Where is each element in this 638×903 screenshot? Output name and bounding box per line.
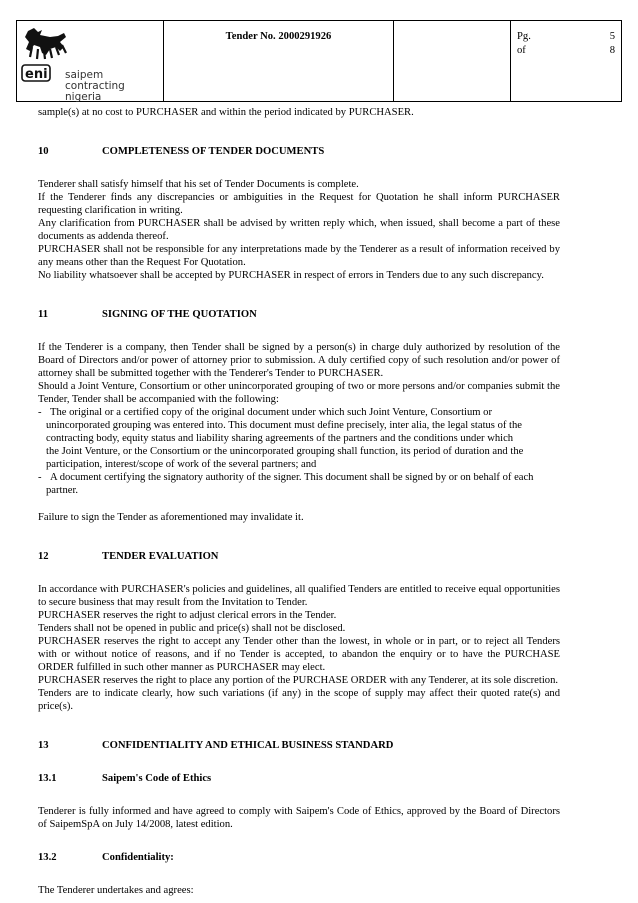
paragraph: No liability whatsoever shall be accepted by PURCHASER in respect of errors in Tenders due to any such discrepancy. [38,270,544,281]
company-name-line1: saipem contracting [65,69,125,92]
list-line: A document certifying the signatory authority of the signer. This document shall be signed by or on behalf of each [50,472,534,483]
page-label: Pg. [517,31,531,42]
intro-text: sample(s) at no cost to PURCHASER and within the period indicated by PURCHASER. [38,107,414,118]
paragraph: PURCHASER reserves the right to accept any Tender other than the lowest, in whole or in part, or to reject all Tenders with or without notice of reasons, and if no Tender is accepted, to abandon the enquiry or to have the PURCHASE ORDER fulfilled in such other manner as PURCHASER may elect. [38,636,560,673]
section-11-heading [38,308,560,321]
svg-text:eni: eni [25,67,48,82]
section-number: 11 [38,309,49,320]
list-line: participation, interest/scope of work of the several partners; and [46,459,317,470]
paragraph: If the Tenderer finds any discrepancies or ambiguities in the Request for Quotation he shall inform PURCHASER requesting clarification in writing. [38,192,560,216]
empty-cell [394,21,511,101]
list-item [38,471,560,497]
list-line: the Joint Venture, or the Consortium or the unincorporated grouping shall function, its period of duration and the [46,446,524,457]
section-title: COMPLETENESS OF TENDER DOCUMENTS [102,146,325,157]
of-label: of [517,45,526,56]
page-total: 8 [609,45,615,56]
section-12-heading [38,550,560,563]
bullet-dash: - [38,407,42,418]
section-13-2-heading [38,851,560,864]
section-title: CONFIDENTIALITY AND ETHICAL BUSINESS STANDARD [102,740,394,751]
paragraph: PURCHASER reserves the right to place any portion of the PURCHASE ORDER with any Tenderer, at its sole discretion. [38,675,559,686]
bullet-dash: - [38,472,42,483]
section-title: Confidentiality: [102,852,174,863]
list-line: unincorporated grouping was entered into. This document must define precisely, inter alia, the legal status of the [46,420,522,431]
paragraph: If the Tenderer is a company, then Tender shall be signed by a person(s) in charge duly authorized by resolution of the Board of Directors and/or power of attorney prior to submission. A duly certified copy of such resolution and/or power of attorney shall be submitted together with the Tenderer's Tender to PURCHASER. [38,342,560,379]
section-title: Saipem's Code of Ethics [102,773,212,784]
company-name-line2: nigeria [65,91,102,103]
paragraph: PURCHASER shall not be responsible for any interpretations made by the Tenderer as a result of information received by any means other than the Request For Quotation. [38,244,560,268]
tender-cell [164,21,394,101]
paragraph: Failure to sign the Tender as aforementioned may invalidate it. [38,512,304,523]
section-number: 13 [38,740,49,751]
section-number: 10 [38,146,49,157]
page-cell [511,21,623,101]
logo-cell [17,21,164,101]
paragraph: Tenderer is fully informed and have agreed to comply with Saipem's Code of Ethics, approved by the Board of Directors of SaipemSpA on July 14/2008, latest edition. [38,806,560,830]
section-number: 12 [38,551,49,562]
section-number: 13.2 [38,852,57,863]
paragraph: Tenderer shall satisfy himself that his set of Tender Documents is complete. [38,179,359,190]
section-number: 13.1 [38,773,57,784]
page-number: 5 [609,31,615,42]
paragraph: Tenders are to indicate clearly, how such variations (if any) in the scope of supply may affect their quoted rate(s) and price(s). [38,688,560,712]
document-body [38,106,560,897]
list-item [38,406,560,471]
paragraph: The Tenderer undertakes and agrees: [38,885,194,896]
paragraph: In accordance with PURCHASER's policies and guidelines, all qualified Tenders are entitled to receive equal opportunities to secure business that may result from the Invitation to Tender. [38,584,560,608]
tender-number: Tender No. 2000291926 [225,31,332,42]
paragraph: Tenders shall not be opened in public and price(s) shall not be disclosed. [38,623,346,634]
document-header [16,20,622,102]
section-13-1-heading [38,772,560,785]
section-13-heading [38,739,560,752]
paragraph: Should a Joint Venture, Consortium or other unincorporated grouping of two or more persons and/or companies submit the Tender, Tender shall be accompanied with the following: [38,381,560,405]
list-line: contracting body, equity status and liability sharing agreements of the partners and the conditions under which [46,433,514,444]
section-title: TENDER EVALUATION [102,551,219,562]
section-title: SIGNING OF THE QUOTATION [102,309,257,320]
section-10-heading [38,145,560,158]
paragraph: PURCHASER reserves the right to adjust clerical errors in the Tender. [38,610,337,621]
paragraph: Any clarification from PURCHASER shall be advised by written reply which, when issued, shall become a part of these documents as addenda thereof. [38,218,560,242]
list-line: partner. [46,485,79,496]
company-name [65,70,163,103]
list-line: The original or a certified copy of the original document under which such Joint Venture, Consortium or [50,407,492,418]
